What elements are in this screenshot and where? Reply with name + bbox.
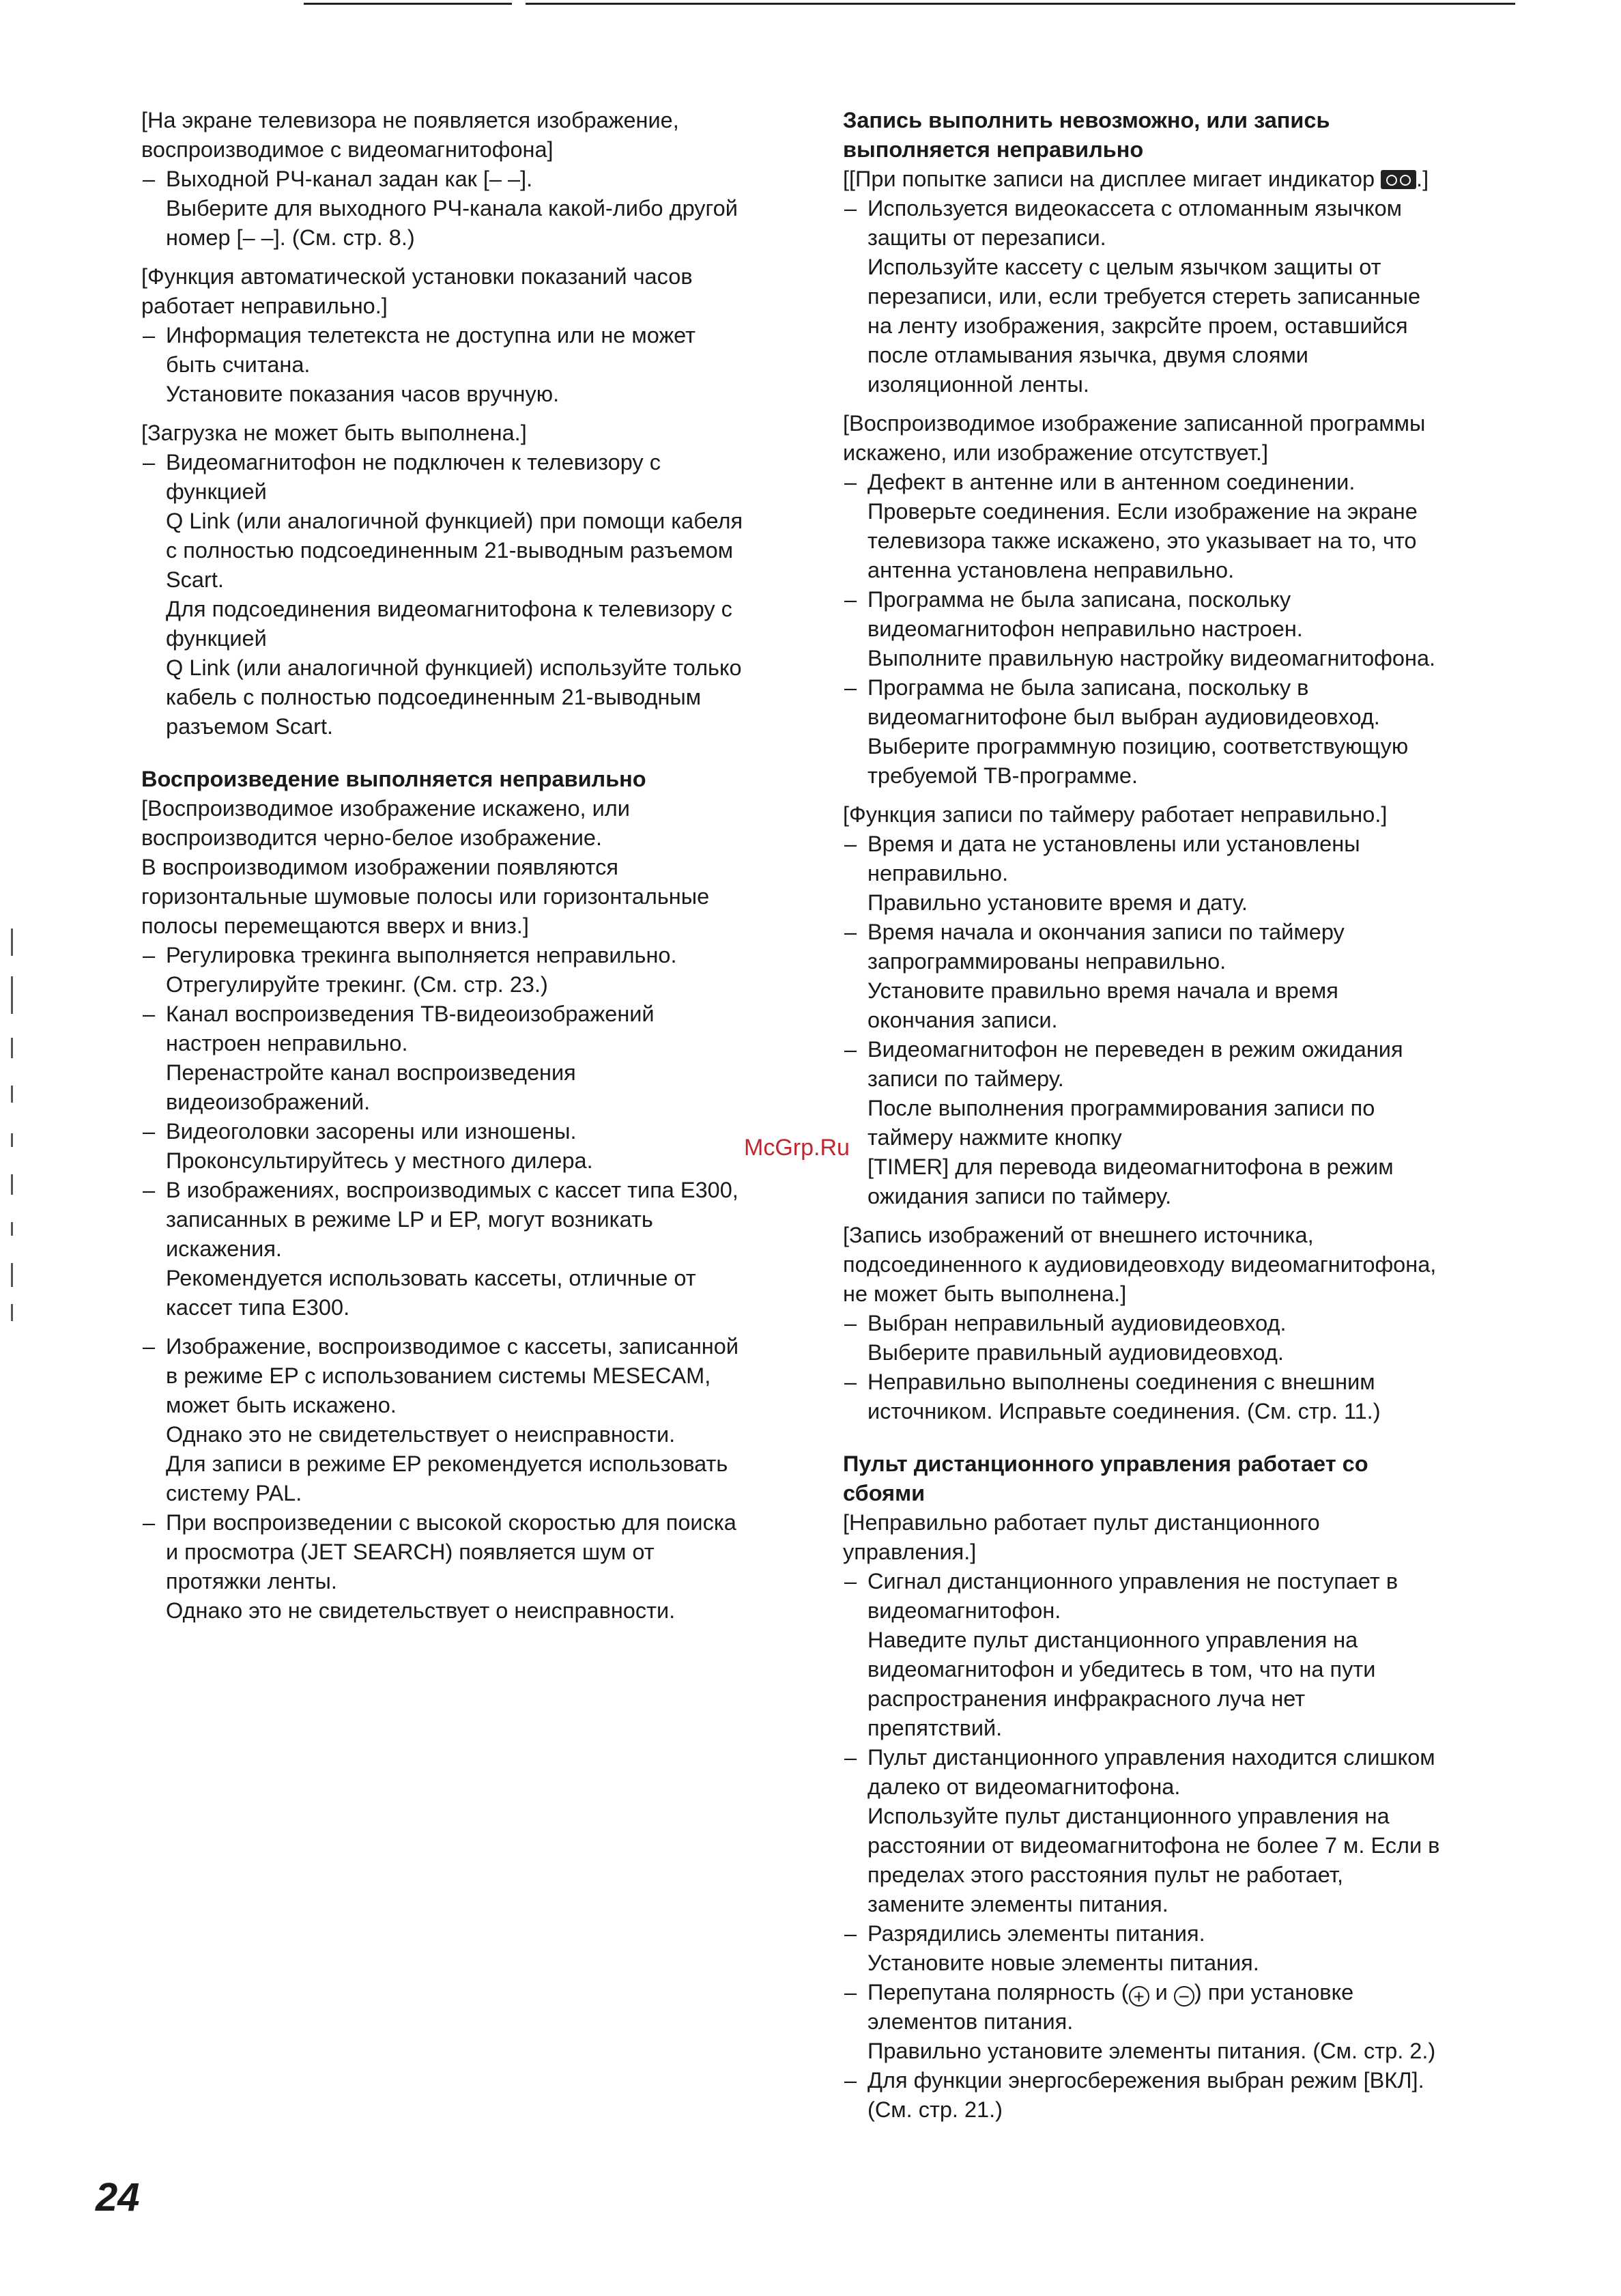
section-heading: Воспроизведение выполняется неправильно	[141, 767, 646, 791]
bullet-continuation: быть считана.	[166, 352, 311, 377]
indicator-text-after: .]	[1416, 167, 1429, 191]
bullet-continuation: может быть искажено.	[166, 1393, 397, 1417]
section-heading: сбоями	[843, 1481, 926, 1505]
bullet-continuation: (См. стр. 21.)	[867, 2097, 1003, 2122]
bullet-continuation: окончания записи.	[867, 1008, 1058, 1032]
bullet-continuation: видеомагнитофон.	[867, 1598, 1061, 1623]
text-line: подсоединенного к аудиовидеовходу видеомагнитофона,	[843, 1252, 1437, 1277]
bullet-item	[843, 1978, 1525, 2007]
bullet-item: – Видеоголовки засорены или изношены.	[141, 1117, 824, 1146]
bullet-item: – Пульт дистанционного управления находится слишком	[843, 1743, 1525, 1772]
text-line: горизонтальные шумовые полосы или горизонтальные	[141, 884, 710, 909]
bullet-continuation: настроен неправильно.	[166, 1031, 408, 1055]
bullet-continuation: Выполните правильную настройку видеомагнитофона.	[867, 646, 1436, 670]
bullet-item: – Неправильно выполнены соединения с внешним	[843, 1367, 1525, 1397]
bullet-continuation: Проконсультируйтесь у местного дилера.	[166, 1148, 593, 1173]
page-number: 24	[96, 2175, 140, 2220]
bullet-continuation: препятствий.	[867, 1716, 1003, 1740]
bullet-continuation: искажения.	[166, 1236, 282, 1261]
bullet-item: – В изображениях, воспроизводимых с кассет типа Е300,	[141, 1176, 824, 1205]
bullet-continuation: Для подсоединения видеомагнитофона к телевизору с	[166, 597, 732, 621]
bullet-item: – Программа не была записана, поскольку в	[843, 673, 1525, 703]
bullet-continuation: Установите правильно время начала и время	[867, 978, 1338, 1003]
section-spacer	[843, 1211, 1525, 1221]
bullet-continuation: телевизора также искажено, это указывает на то, что	[867, 528, 1417, 553]
bullet-continuation: Q Link (или аналогичной функцией) используйте только	[166, 655, 742, 680]
bullet-continuation: Правильно установите элементы питания. (См. стр. 2.)	[867, 2039, 1436, 2063]
bullet-item: – Канал воспроизведения ТВ-видеоизображений	[141, 1000, 824, 1029]
bullet-continuation: Выберите программную позицию, соответствующую	[867, 734, 1409, 759]
indicator-line	[843, 165, 1525, 194]
bullet-continuation: расстоянии от видеомагнитофона не более 7 м. Если в	[867, 1833, 1440, 1858]
cassette-icon	[1381, 170, 1416, 189]
bullet-continuation: [TIMER] для перевода видеомагнитофона в режим	[867, 1154, 1394, 1179]
bullet-continuation: видеомагнитофон и убедитесь в том, что на пути	[867, 1657, 1376, 1682]
text-line: воспроизводимое с видеомагнитофона]	[141, 137, 554, 162]
text-line: [Запись изображений от внешнего источника,	[843, 1223, 1314, 1247]
bullet-continuation: перезаписи, или, если требуется стереть записанные	[867, 284, 1421, 309]
bullet-continuation: замените элементы питания.	[867, 1892, 1168, 1916]
watermark: McGrp.Ru	[744, 1135, 850, 1161]
scan-marks	[5, 929, 20, 1324]
bullet-continuation: Наведите пульт дистанционного управления на	[867, 1628, 1358, 1652]
bullet-continuation: антенна установлена неправильно.	[867, 558, 1235, 582]
bullet-item: – Видеомагнитофон не переведен в режим ожидания	[843, 1035, 1525, 1064]
bullet-continuation: с полностью подсоединенным 21-выводным разъемом	[166, 538, 734, 563]
bullet-continuation: распространения инфракрасного луча нет	[867, 1686, 1306, 1711]
bullet-continuation: Отрегулируйте трекинг. (См. стр. 23.)	[166, 972, 548, 997]
bullet-continuation: видеоизображений.	[166, 1090, 371, 1114]
bullet-item: – Выбран неправильный аудиовидеовход.	[843, 1309, 1525, 1338]
plus-circle-icon: +	[1129, 1986, 1149, 2007]
section-spacer	[141, 741, 824, 765]
bullet-continuation: на ленту изображения, закрсйте проем, оставшийся	[867, 313, 1408, 338]
bullet-continuation: элементов питания.	[867, 2009, 1074, 2034]
bullet-item: – Используется видеокассета с отломанным язычком	[843, 194, 1525, 223]
text-line: работает неправильно.]	[141, 294, 388, 318]
bullet-continuation: После выполнения программирования записи по	[867, 1096, 1375, 1120]
bullet-continuation: Используйте пульт дистанционного управления на	[867, 1804, 1390, 1828]
bullet-continuation: ожидания записи по таймеру.	[867, 1184, 1172, 1208]
bullet-item: – Дефект в антенне или в антенном соединении.	[843, 468, 1525, 497]
bullet-continuation: после отламывания язычка, двумя слоями	[867, 343, 1308, 367]
bullet-continuation: Однако это не свидетельствует о неисправности.	[166, 1598, 676, 1623]
bullet-continuation: далеко от видеомагнитофона.	[867, 1774, 1181, 1799]
section-spacer	[843, 399, 1525, 409]
top-rule-right	[526, 3, 1515, 5]
section-heading: Запись выполнить невозможно, или запись	[843, 108, 1330, 132]
text-line: не может быть выполнена.]	[843, 1281, 1127, 1306]
text-line: [Функция записи по таймеру работает неправильно.]	[843, 802, 1388, 827]
bullet-continuation: Scart.	[166, 567, 224, 592]
bullet-continuation: в режиме EP с использованием системы MESECAM,	[166, 1363, 711, 1388]
bullet-continuation: Рекомендуется использовать кассеты, отличные от	[166, 1266, 696, 1290]
text-line: В воспроизводимом изображении появляются	[141, 855, 618, 879]
text-line: управления.]	[843, 1540, 977, 1564]
bullet-item: – При воспроизведении с высокой скоростью для поиска	[141, 1508, 824, 1537]
bullet-item: – Регулировка трекинга выполняется неправильно.	[141, 941, 824, 970]
bullet-continuation: функцией	[166, 626, 267, 651]
bullet-item: – Видеомагнитофон не подключен к телевизору с	[141, 448, 824, 477]
bullet-continuation: Установите новые элементы питания.	[867, 1951, 1259, 1975]
bullet-continuation: неправильно.	[867, 861, 1009, 885]
bullet-continuation: кабель с полностью подсоединенным 21-выводным	[166, 685, 702, 709]
bullet-continuation: Q Link (или аналогичной функцией) при помощи кабеля	[166, 509, 743, 533]
bullet-item: – Программа не была записана, поскольку	[843, 585, 1525, 614]
bullet-continuation: номер [– –]. (См. стр. 8.)	[166, 225, 415, 250]
bullet-item: – Время начала и окончания записи по таймеру	[843, 918, 1525, 947]
bullet-item: – Выходной РЧ-канал задан как [– –].	[141, 165, 824, 194]
bullet-continuation: и просмотра (JET SEARCH) появляется шум от	[166, 1540, 655, 1564]
bullet-continuation: Выберите правильный аудиовидеовход.	[867, 1340, 1284, 1365]
bullet-continuation: кассет типа Е300.	[166, 1295, 350, 1320]
text-line: [Функция автоматической установки показаний часов	[141, 264, 693, 289]
left-column	[141, 106, 824, 1626]
text-line: [Воспроизводимое изображение искажено, или	[141, 796, 630, 821]
bullet-continuation: Однако это не свидетельствует о неисправности.	[166, 1422, 676, 1447]
bullet-continuation: источником. Исправьте соединения. (См. стр. 11.)	[867, 1399, 1381, 1423]
bullet-continuation: функцией	[166, 479, 267, 504]
bullet-continuation: пределах этого расстояния пульт не работает,	[867, 1862, 1344, 1887]
section-heading: Пульт дистанционного управления работает со	[843, 1451, 1368, 1476]
bullet-continuation: Перенастройте канал воспроизведения	[166, 1060, 576, 1085]
bullet-continuation: видеомагнитофоне был выбран аудиовидеовход.	[867, 705, 1380, 729]
bullet-continuation: запрограммированы неправильно.	[867, 949, 1226, 974]
section-spacer	[141, 409, 824, 419]
bullet-item: – Разрядились элементы питания.	[843, 1919, 1525, 1948]
section-spacer	[141, 253, 824, 262]
bullet-continuation: защиты от перезаписи.	[867, 225, 1106, 250]
bullet-continuation: Правильно установите время и дату.	[867, 890, 1248, 915]
bullet-item: – Сигнал дистанционного управления не поступает в	[843, 1567, 1525, 1596]
minus-circle-icon: −	[1174, 1986, 1194, 2007]
text-line: [Загрузка не может быть выполнена.]	[141, 421, 527, 445]
section-spacer	[141, 1322, 824, 1332]
indicator-text-before: [[При попытке записи на дисплее мигает индикатор	[843, 167, 1381, 191]
bullet-continuation: разъемом Scart.	[166, 714, 334, 739]
bullet-continuation: Используйте кассету с целым язычком защиты от	[867, 255, 1381, 279]
bullet-continuation: записанных в режиме LP и EP, могут возникать	[166, 1207, 653, 1232]
bullet-continuation: Проверьте соединения. Если изображение на экране	[867, 499, 1418, 524]
bullet-item: – Изображение, воспроизводимое с кассеты, записанной	[141, 1332, 824, 1361]
text-line: полосы перемещаются вверх и вниз.]	[141, 913, 529, 938]
bullet-continuation: требуемой ТВ-программе.	[867, 763, 1138, 788]
top-rule-left	[304, 3, 512, 5]
section-heading: выполняется неправильно	[843, 137, 1144, 162]
bullet-continuation: таймеру нажмите кнопку	[867, 1125, 1122, 1150]
text-line: искажено, или изображение отсутствует.]	[843, 440, 1268, 465]
section-spacer	[843, 791, 1525, 800]
bullet-item: – Время и дата не установлены или установлены	[843, 830, 1525, 859]
polarity-text-mid: и	[1149, 1980, 1174, 2004]
text-line: [На экране телевизора не появляется изображение,	[141, 108, 679, 132]
right-column	[843, 106, 1525, 2125]
text-line: [Неправильно работает пульт дистанционного	[843, 1510, 1320, 1535]
polarity-text-before: Перепутана полярность (	[867, 1980, 1129, 2004]
bullet-continuation: изоляционной ленты.	[867, 372, 1089, 397]
bullet-continuation: Для записи в режиме EP рекомендуется использовать	[166, 1451, 728, 1476]
bullet-continuation: видеомагнитофон неправильно настроен.	[867, 616, 1303, 641]
bullet-continuation: записи по таймеру.	[867, 1066, 1064, 1091]
section-spacer	[843, 1426, 1525, 1449]
text-line: воспроизводится черно-белое изображение.	[141, 825, 603, 850]
text-line: [Воспроизводимое изображение записанной программы	[843, 411, 1426, 436]
bullet-continuation: Выберите для выходного РЧ-канала какой-либо другой	[166, 196, 738, 221]
polarity-text-after: ) при установке	[1194, 1980, 1354, 2004]
bullet-continuation: Установите показания часов вручную.	[166, 382, 560, 406]
bullet-continuation: систему PAL.	[166, 1481, 302, 1505]
bullet-item: – Информация телетекста не доступна или не может	[141, 321, 824, 350]
bullet-continuation: протяжки ленты.	[166, 1569, 337, 1593]
bullet-item: – Для функции энергосбережения выбран режим [ВКЛ].	[843, 2066, 1525, 2095]
